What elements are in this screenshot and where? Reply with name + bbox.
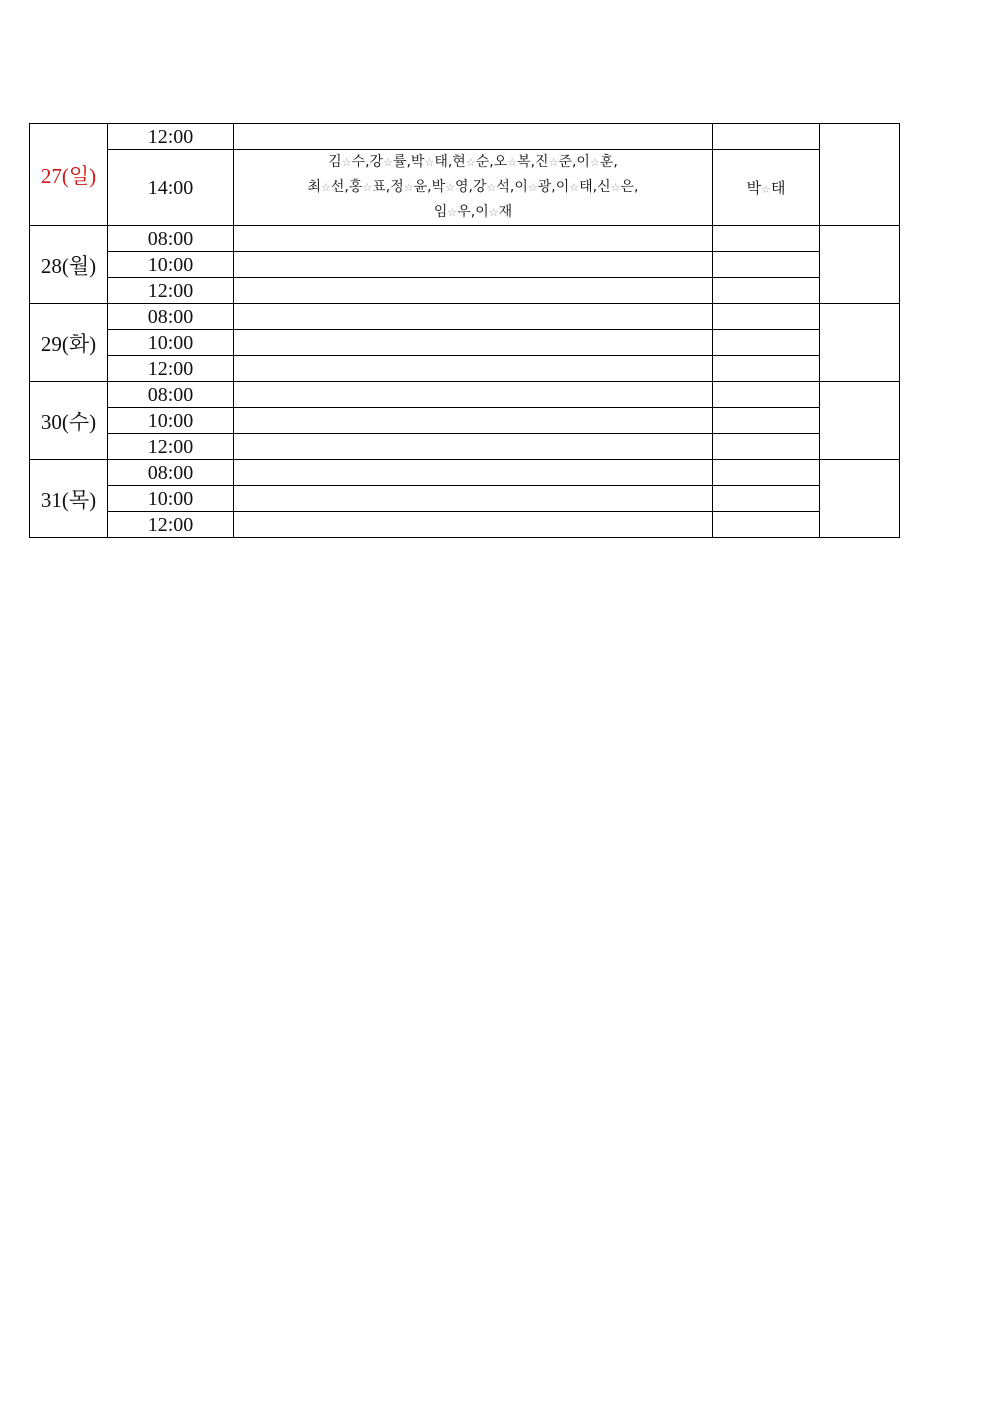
participants-line: 김☆수,강☆률,박☆태,현☆순,오☆복,진☆준,이☆훈, bbox=[328, 154, 618, 170]
time-cell: 10:00 bbox=[108, 330, 234, 356]
lead-cell bbox=[713, 330, 820, 356]
participants-cell bbox=[234, 124, 713, 150]
time-cell: 08:00 bbox=[108, 460, 234, 486]
time-cell: 12:00 bbox=[108, 124, 234, 150]
lead-cell bbox=[713, 408, 820, 434]
participants-cell bbox=[234, 330, 713, 356]
participants-line: 최☆선,홍☆표,정☆윤,박☆영,강☆석,이☆광,이☆태,신☆은, bbox=[307, 179, 639, 195]
table-row bbox=[30, 408, 900, 434]
star-icon: ☆ bbox=[589, 156, 600, 169]
schedule-table bbox=[29, 123, 900, 538]
time-cell: 08:00 bbox=[108, 304, 234, 330]
star-icon: ☆ bbox=[362, 181, 373, 194]
table-row bbox=[30, 486, 900, 512]
lead-cell bbox=[713, 226, 820, 252]
note-cell bbox=[820, 226, 900, 304]
day-cell: 31(목) bbox=[30, 460, 108, 538]
day-cell: 27(일) bbox=[30, 124, 108, 226]
table-row bbox=[30, 226, 900, 252]
table-row bbox=[30, 304, 900, 330]
table-row bbox=[30, 382, 900, 408]
star-icon: ☆ bbox=[321, 181, 331, 194]
star-icon: ☆ bbox=[465, 156, 476, 169]
star-icon: ☆ bbox=[569, 181, 580, 194]
star-icon: ☆ bbox=[341, 156, 352, 169]
note-cell bbox=[820, 124, 900, 226]
time-cell: 10:00 bbox=[108, 408, 234, 434]
participants-cell bbox=[234, 434, 713, 460]
star-icon: ☆ bbox=[486, 181, 497, 194]
time-cell: 12:00 bbox=[108, 356, 234, 382]
lead-cell bbox=[713, 434, 820, 460]
table-row bbox=[30, 330, 900, 356]
lead-cell bbox=[713, 304, 820, 330]
note-cell bbox=[820, 460, 900, 538]
participants-cell bbox=[234, 252, 713, 278]
lead-cell bbox=[713, 382, 820, 408]
lead-cell bbox=[713, 150, 820, 226]
star-icon: ☆ bbox=[507, 156, 518, 169]
table-row bbox=[30, 356, 900, 382]
star-icon: ☆ bbox=[424, 156, 435, 169]
table-row bbox=[30, 460, 900, 486]
lead-cell bbox=[713, 124, 820, 150]
lead-cell bbox=[713, 486, 820, 512]
lead-cell bbox=[713, 252, 820, 278]
star-icon: ☆ bbox=[548, 156, 559, 169]
table-row bbox=[30, 278, 900, 304]
time-cell: 12:00 bbox=[108, 434, 234, 460]
star-icon: ☆ bbox=[527, 181, 538, 194]
participants-cell bbox=[234, 150, 713, 226]
time-cell: 08:00 bbox=[108, 382, 234, 408]
note-cell bbox=[820, 304, 900, 382]
lead-name: 박☆태 bbox=[746, 179, 786, 197]
table-row bbox=[30, 512, 900, 538]
participants-cell bbox=[234, 408, 713, 434]
participants-cell bbox=[234, 486, 713, 512]
star-icon: ☆ bbox=[447, 206, 458, 219]
time-cell: 10:00 bbox=[108, 486, 234, 512]
star-icon: ☆ bbox=[610, 181, 621, 194]
lead-cell bbox=[713, 278, 820, 304]
table-row bbox=[30, 124, 900, 150]
lead-cell bbox=[713, 512, 820, 538]
participants-cell bbox=[234, 356, 713, 382]
table-row bbox=[30, 150, 900, 226]
table-row bbox=[30, 252, 900, 278]
lead-cell bbox=[713, 356, 820, 382]
star-icon: ☆ bbox=[488, 206, 499, 219]
time-cell: 08:00 bbox=[108, 226, 234, 252]
day-cell: 29(화) bbox=[30, 304, 108, 382]
participants-cell bbox=[234, 512, 713, 538]
participants-line: 임☆우,이☆재 bbox=[433, 204, 513, 220]
star-icon: ☆ bbox=[403, 181, 414, 194]
participants-cell bbox=[234, 226, 713, 252]
star-icon: ☆ bbox=[761, 183, 771, 196]
participants-cell bbox=[234, 460, 713, 486]
time-cell: 10:00 bbox=[108, 252, 234, 278]
time-cell: 14:00 bbox=[108, 150, 234, 226]
lead-cell bbox=[713, 460, 820, 486]
day-cell: 28(월) bbox=[30, 226, 108, 304]
participants-cell bbox=[234, 382, 713, 408]
note-cell bbox=[820, 382, 900, 460]
time-cell: 12:00 bbox=[108, 512, 234, 538]
participants-cell bbox=[234, 278, 713, 304]
participants-cell bbox=[234, 304, 713, 330]
time-cell: 12:00 bbox=[108, 278, 234, 304]
star-icon: ☆ bbox=[383, 156, 393, 169]
table-row bbox=[30, 434, 900, 460]
star-icon: ☆ bbox=[445, 181, 456, 194]
day-cell: 30(수) bbox=[30, 382, 108, 460]
